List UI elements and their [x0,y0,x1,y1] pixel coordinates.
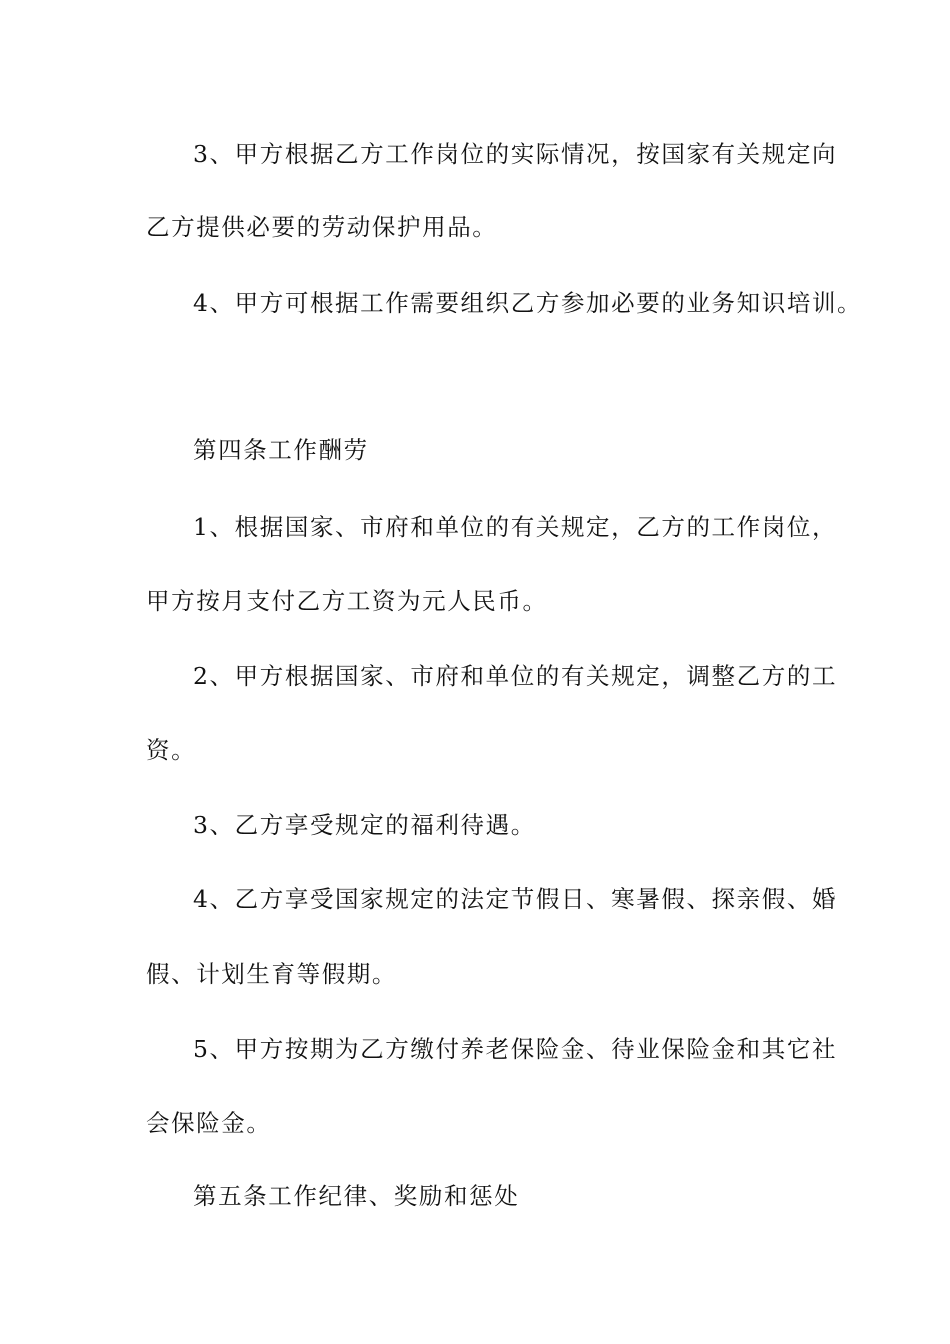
pay-item-5-line-1: 5、甲方按期为乙方缴付养老保险金、待业保险金和其它社 [193,1035,838,1063]
pay-item-1-line-2: 甲方按月支付乙方工资为元人民币。 [146,587,548,615]
pay-item-1-line-1: 1、根据国家、市府和单位的有关规定，乙方的工作岗位， [193,513,838,541]
section-heading-article-5: 第五条工作纪律、奖励和惩处 [193,1182,520,1210]
pay-item-4-line-1: 4、乙方享受国家规定的法定节假日、寒暑假、探亲假、婚 [193,885,838,913]
pay-item-3-text: 3、乙方享受规定的福利待遇。 [193,811,536,839]
pay-item-2-line-2: 资。 [146,736,197,764]
pay-item-5-line-2: 会保险金。 [146,1109,272,1137]
clause-3-line-2: 乙方提供必要的劳动保护用品。 [146,213,498,241]
pay-item-4-line-2: 假、计划生育等假期。 [146,960,397,988]
pay-item-2-line-1: 2、甲方根据国家、市府和单位的有关规定，调整乙方的工 [193,662,838,690]
section-heading-article-4: 第四条工作酬劳 [193,436,369,464]
clause-4-text: 4、甲方可根据工作需要组织乙方参加必要的业务知识培训。 [193,289,863,317]
clause-3-line-1: 3、甲方根据乙方工作岗位的实际情况，按国家有关规定向 [193,140,838,168]
